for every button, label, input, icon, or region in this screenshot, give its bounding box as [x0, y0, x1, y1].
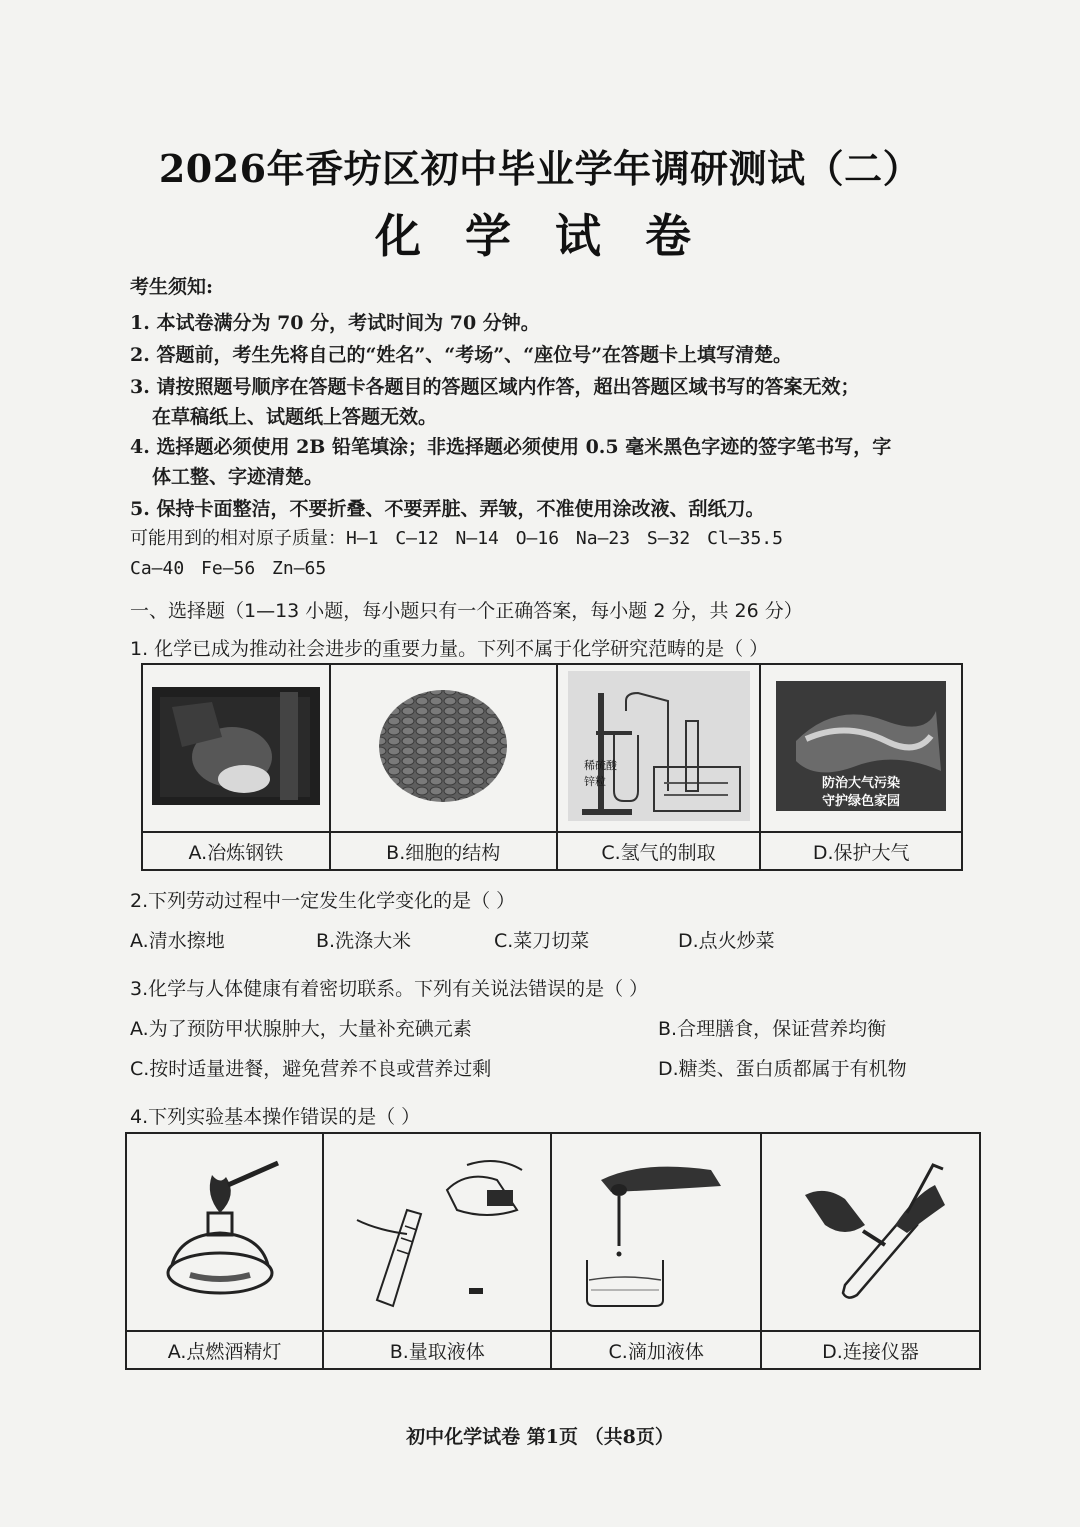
notice-item: 4. 选择题必须使用 2B 铅笔填涂；非选择题必须使用 0.5 毫米黑色字迹的签字笔书写，字	[130, 436, 892, 458]
q4-option-d[interactable]: D.连接仪器	[761, 1331, 980, 1369]
q1-option-c[interactable]: C.氢气的制取	[557, 832, 761, 870]
page-footer: 初中化学试卷 第1页 （共8页）	[406, 1426, 674, 1448]
measure-liquid-image	[323, 1133, 551, 1331]
cell-image	[330, 664, 557, 832]
notice-item: 2. 答题前，考生先将自己的“姓名”、“考场”、“座位号”在答题卡上填写清楚。	[130, 344, 793, 366]
q2-option-b[interactable]: B.洗涤大米	[316, 930, 412, 952]
hydrogen-apparatus-photo	[568, 671, 750, 821]
poster-text-2: 守护绿色家园	[822, 794, 901, 809]
atmosphere-image	[760, 664, 962, 832]
q4-option-a[interactable]: A.点燃酒精灯	[126, 1331, 323, 1369]
dropper-drawing	[571, 1150, 741, 1310]
q1-option-d[interactable]: D.保护大气	[760, 832, 962, 870]
hydrogen-image	[557, 664, 761, 832]
exam-title: 2026年香坊区初中毕业学年调研测试（二）	[158, 146, 922, 191]
exam-subtitle: 化 学 试 卷	[374, 209, 706, 263]
protect-atmosphere-poster	[776, 681, 946, 811]
q3-option-a[interactable]: A.为了预防甲状腺肿大，大量补充碘元素	[130, 1018, 472, 1040]
cell-structure-photo	[373, 676, 513, 816]
question-4-table	[125, 1132, 981, 1370]
q3-option-b[interactable]: B.合理膳食，保证营养均衡	[658, 1018, 887, 1040]
q3-option-d[interactable]: D.糖类、蛋白质都属于有机物	[658, 1058, 907, 1080]
alcohol-lamp-image	[126, 1133, 323, 1331]
connect-tube-drawing	[785, 1155, 955, 1305]
smelting-photo	[152, 687, 320, 805]
notice-item: 1. 本试卷满分为 70 分，考试时间为 70 分钟。	[130, 312, 540, 334]
smelting-image	[142, 664, 330, 832]
zinc-label: 锌粒	[583, 775, 606, 788]
notice-heading: 考生须知:	[130, 276, 214, 298]
notice-item: 5. 保持卡面整洁，不要折叠、不要弄脏、弄皱，不准使用涂改液、刮纸刀。	[130, 498, 765, 520]
question-2-stem: 2.下列劳动过程中一定发生化学变化的是（ ）	[130, 890, 516, 912]
q2-option-a[interactable]: A.清水擦地	[130, 930, 225, 952]
atomic-mass-line: 可能用到的相对原子质量：H—1 C—12 N—14 O—16 Na—23 S—32 Cl—35.5	[130, 528, 783, 549]
q1-option-b[interactable]: B.细胞的结构	[330, 832, 557, 870]
drip-liquid-image	[551, 1133, 761, 1331]
alcohol-lamp-drawing	[150, 1155, 300, 1305]
notice-item: 在草稿纸上、试题纸上答题无效。	[152, 406, 438, 428]
q1-option-a[interactable]: A.冶炼钢铁	[142, 832, 330, 870]
atomic-mass-line: Ca—40 Fe—56 Zn—65	[130, 558, 327, 579]
question-1-table	[141, 663, 963, 871]
measuring-cylinder-drawing	[337, 1150, 537, 1310]
connect-apparatus-image	[761, 1133, 980, 1331]
question-1-stem: 1. 化学已成为推动社会进步的重要力量。下列不属于化学研究范畴的是（ ）	[130, 638, 769, 660]
dilute-acid-label: 稀硫酸	[583, 759, 617, 772]
poster-text-1: 防治大气污染	[822, 776, 901, 791]
notice-item: 3. 请按照题号顺序在答题卡各题目的答题区域内作答，超出答题区域书写的答案无效；	[130, 376, 860, 398]
question-4-stem: 4.下列实验基本操作错误的是（ ）	[130, 1106, 421, 1128]
notice-item: 体工整、字迹清楚。	[152, 466, 324, 488]
section-heading: 一、选择题（1—13 小题，每小题只有一个正确答案，每小题 2 分，共 26 分）	[130, 600, 803, 622]
question-3-stem: 3.化学与人体健康有着密切联系。下列有关说法错误的是（ ）	[130, 978, 649, 1000]
q4-option-c[interactable]: C.滴加液体	[551, 1331, 761, 1369]
q2-option-d[interactable]: D.点火炒菜	[678, 930, 775, 952]
q2-option-c[interactable]: C.菜刀切菜	[494, 930, 590, 952]
q3-option-c[interactable]: C.按时适量进餐，避免营养不良或营养过剩	[130, 1058, 492, 1080]
q4-option-b[interactable]: B.量取液体	[323, 1331, 551, 1369]
